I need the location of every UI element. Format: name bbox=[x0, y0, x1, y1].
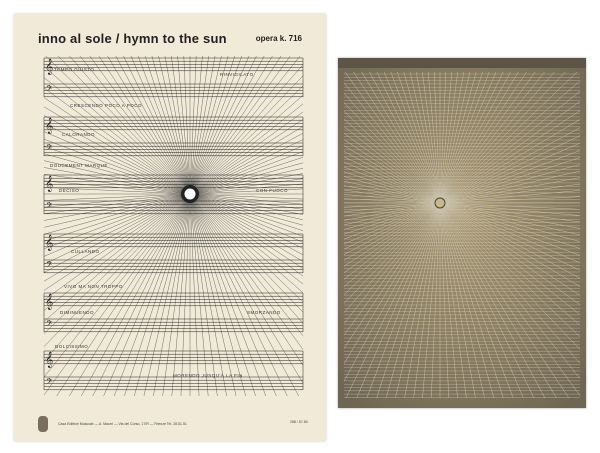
sun-ray bbox=[145, 56, 188, 187]
sun-ray bbox=[195, 199, 303, 323]
treble-clef-icon: 𝄞 bbox=[45, 175, 54, 191]
direction: DOLCISSIMO bbox=[55, 344, 89, 349]
sun-ray bbox=[44, 132, 184, 192]
sun-ray bbox=[194, 199, 303, 335]
sun-ray bbox=[197, 196, 303, 231]
sun-ray bbox=[44, 197, 184, 264]
sun-ray bbox=[114, 201, 187, 396]
sun-ray bbox=[192, 201, 265, 396]
sun-ray bbox=[195, 95, 303, 189]
sun-ray bbox=[152, 56, 188, 187]
treble-clef-icon: 𝄞 bbox=[45, 293, 54, 309]
sun-ray bbox=[44, 147, 183, 192]
sun-ray bbox=[69, 56, 185, 189]
treble-clef-icon: 𝄞 bbox=[45, 58, 54, 74]
bass-clef-icon: 𝄢 bbox=[46, 85, 53, 96]
sun-ray bbox=[104, 200, 188, 396]
sun-ray bbox=[165, 56, 189, 187]
sun-ray bbox=[46, 56, 185, 189]
publisher-line: Casa Editrice Musicale — A. Maurri — Via del Corso, 17/R — Firenze Tel. 28.51.51 bbox=[58, 422, 187, 426]
sun-ray bbox=[196, 198, 303, 269]
direction: SMORZANDO bbox=[247, 310, 281, 315]
score-sheet bbox=[14, 14, 326, 441]
sun-ray bbox=[197, 194, 303, 199]
graphic-score-drawing bbox=[14, 14, 326, 441]
sun-ray bbox=[44, 195, 183, 220]
bass-clef-icon: 𝄢 bbox=[46, 320, 53, 331]
bass-clef-icon: 𝄢 bbox=[46, 261, 53, 272]
sun-ray bbox=[197, 157, 303, 192]
opus-number: opera k. 716 bbox=[255, 34, 302, 43]
direction: DOUCEMENT MARQUÉ bbox=[50, 163, 108, 168]
direction: DECISO bbox=[59, 188, 80, 193]
sun-ray bbox=[197, 152, 303, 192]
sun-ray bbox=[195, 199, 303, 293]
sun-ray bbox=[190, 56, 196, 187]
sun-ray bbox=[44, 198, 185, 310]
sun-ray bbox=[116, 56, 187, 188]
sun-ray bbox=[124, 56, 187, 188]
sun-ray bbox=[191, 201, 217, 396]
bass-clef-icon: 𝄢 bbox=[46, 378, 53, 389]
direction: DIMINUENDO bbox=[60, 310, 94, 315]
sun-ray bbox=[44, 66, 185, 189]
sun-ray bbox=[191, 56, 203, 187]
direction: CRESCENDO POCO A POCO bbox=[70, 103, 143, 108]
sun-ray bbox=[90, 56, 186, 188]
sun-ray bbox=[190, 201, 199, 396]
direction: RINVIGILATO bbox=[220, 72, 254, 77]
sun-ray bbox=[44, 196, 183, 241]
direction: CALORANDO bbox=[62, 132, 96, 137]
score-title: inno al sole / hymn to the sun bbox=[38, 31, 227, 46]
plate-sun bbox=[435, 198, 445, 208]
sun-ray bbox=[197, 196, 303, 236]
direction: TEMPO GIUSTO bbox=[54, 67, 95, 72]
sun-center bbox=[185, 189, 196, 200]
sun-ray bbox=[131, 56, 187, 188]
bass-clef-icon: 𝄢 bbox=[46, 144, 53, 155]
sun-ray bbox=[163, 201, 189, 396]
plate-top-edge bbox=[338, 58, 586, 68]
sun-ray bbox=[44, 200, 186, 395]
catalog-code: 258 / 57-84 bbox=[290, 420, 308, 424]
engraving-plate bbox=[338, 58, 586, 408]
plate-engraving-drawing bbox=[338, 58, 586, 408]
sun-ray bbox=[44, 197, 184, 257]
bass-clef-icon: 𝄢 bbox=[46, 202, 53, 213]
treble-clef-icon: 𝄞 bbox=[45, 234, 54, 250]
sun-ray bbox=[153, 201, 188, 396]
sun-ray bbox=[178, 56, 190, 187]
publisher-logo bbox=[38, 416, 48, 432]
sun-ray bbox=[193, 200, 277, 396]
sun-ray bbox=[195, 198, 303, 284]
sun-ray bbox=[184, 56, 190, 187]
sun-ray bbox=[58, 56, 185, 189]
direction: MORENDO JUSQU'À LA FIN bbox=[173, 373, 243, 378]
treble-clef-icon: 𝄞 bbox=[45, 351, 54, 367]
treble-clef-icon: 𝄞 bbox=[45, 117, 54, 133]
direction: CULLANDO bbox=[71, 249, 100, 254]
sun-ray bbox=[44, 194, 183, 200]
direction: VIVO MA NON TROPPO bbox=[64, 284, 123, 289]
sun-ray bbox=[194, 200, 303, 383]
sun-ray bbox=[195, 104, 303, 190]
sun-ray bbox=[80, 56, 186, 189]
sun-ray bbox=[181, 201, 190, 396]
sun-ray bbox=[69, 200, 186, 396]
direction: CON FUOCO bbox=[256, 188, 288, 193]
sun-ray bbox=[191, 201, 226, 396]
sun-ray bbox=[191, 56, 215, 187]
